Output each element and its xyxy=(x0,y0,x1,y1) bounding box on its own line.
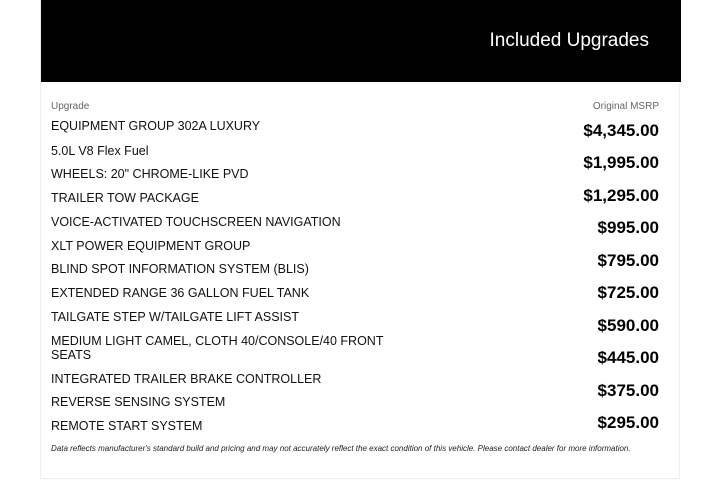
msrp-column-header: Original MSRP xyxy=(592,101,659,112)
msrp-value: $4,345.00 xyxy=(583,121,659,140)
disclaimer-text: Data reflects manufacturer's standard build and pricing and may not accurately reflect the exact condition of this vehicle. Please contact dealer for more information. xyxy=(51,444,631,453)
msrp-value: $1,995.00 xyxy=(583,153,659,172)
msrp-value: $375.00 xyxy=(597,381,659,400)
upgrade-item: VOICE-ACTIVATED TOUCHSCREEN NAVIGATION xyxy=(51,215,341,229)
upgrade-item: 5.0L V8 Flex Fuel xyxy=(51,144,149,158)
upgrade-item: INTEGRATED TRAILER BRAKE CONTROLLER xyxy=(51,372,322,386)
upgrade-column-header: Upgrade xyxy=(51,101,90,112)
upgrade-item: TAILGATE STEP W/TAILGATE LIFT ASSIST xyxy=(51,310,299,324)
page-title: Included Upgrades xyxy=(489,30,649,51)
upgrade-item: REMOTE START SYSTEM xyxy=(51,419,203,433)
upgrade-item: MEDIUM LIGHT CAMEL, CLOTH 40/CONSOLE/40 FRONT SEATS xyxy=(51,334,384,362)
upgrade-item: BLIND SPOT INFORMATION SYSTEM (BLIS) xyxy=(51,262,309,276)
msrp-value: $725.00 xyxy=(597,283,659,302)
upgrade-item: EXTENDED RANGE 36 GALLON FUEL TANK xyxy=(51,286,310,300)
msrp-value: $445.00 xyxy=(597,348,659,367)
msrp-value: $795.00 xyxy=(597,251,659,270)
msrp-value: $995.00 xyxy=(597,218,659,237)
upgrade-item: TRAILER TOW PACKAGE xyxy=(51,191,199,205)
upgrade-item: EQUIPMENT GROUP 302A LUXURY xyxy=(51,119,261,133)
upgrade-item: WHEELS: 20" CHROME-LIKE PVD xyxy=(51,167,249,181)
msrp-value: $590.00 xyxy=(597,316,659,335)
msrp-value: $295.00 xyxy=(597,413,659,432)
upgrade-item: REVERSE SENSING SYSTEM xyxy=(51,395,226,409)
header-banner xyxy=(41,0,681,82)
upgrade-item: XLT POWER EQUIPMENT GROUP xyxy=(51,239,251,253)
upgrades-card xyxy=(40,0,680,479)
msrp-value: $1,295.00 xyxy=(583,186,659,205)
